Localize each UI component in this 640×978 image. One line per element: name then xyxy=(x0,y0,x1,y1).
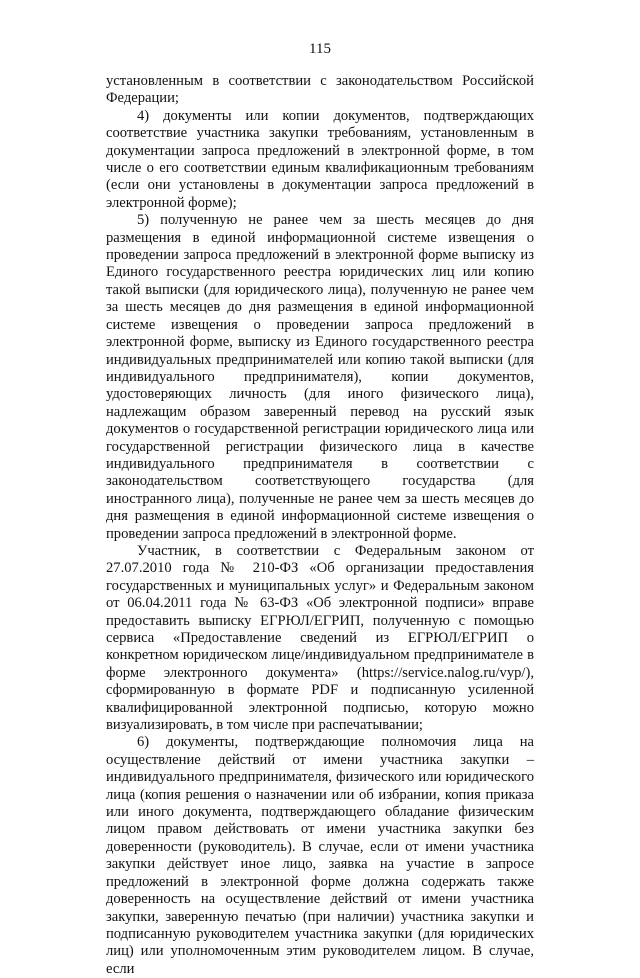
paragraph-item-4: 4) документы или копии документов, подтверждающих соответствие участника закупки требованиям, установленным в документации запроса предложений в электронной форме, в том числе о его соответствии единым квалификационным требованиям (если они установлены в документации запроса предложений в электронной форме); xyxy=(106,107,534,211)
paragraph-item-5: 5) полученную не ранее чем за шесть месяцев до дня размещения в единой информационной системе извещения о проведении запроса предложений в электронной форме выписку из Единого государственного реестра юридических лиц или копию такой выписки (для юридического лица), полученную не ранее чем за шесть месяцев до дня размещения в единой информационной системе извещения о проведении запроса предложений в электронной форме, выписку из Единого государственного реестра индивидуальных предпринимателей или копию такой выписки (для индивидуального предпринимателя), копии документов, удостоверяющих личность (для иного физического лица), надлежащим образом заверенный перевод на русский язык документов о государственной регистрации юридического лица или государственной регистрации физического лица в качестве индивидуального предпринимателя в соответствии с законодательством соответствующего государства (для иностранного лица), полученные не ранее чем за шесть месяцев до дня размещения в единой информационной системе извещения о проведении запроса предложений в электронной форме. xyxy=(106,212,534,542)
paragraph-item-6: 6) документы, подтверждающие полномочия лица на осуществление действий от имени участника закупки – индивидуального предпринимателя, физического или юридического лица (копия решения о назначении или об избрании, копия приказа или иного документа, подтверждающего обладание физическим лицом правом действовать от имени участника закупки без доверенности (руководитель). В случае, если от имени участника закупки действует иное лицо, заявка на участие в запросе предложений в электронной форме должна содержать также доверенность на осуществление действий от имени участника закупки, заверенную печатью (при наличии) участника закупки и подписанную руководителем участника закупки (для юридических лиц) или уполномоченным этим руководителем лицом. В случае, если xyxy=(106,734,534,977)
paragraph-continuation: установленным в соответствии с законодательством Российской Федерации; xyxy=(106,73,534,107)
paragraph-participant-note: Участник, в соответствии с Федеральным законом от 27.07.2010 года № 210-ФЗ «Об организации предоставления государственных и муниципальных услуг» и Федеральным законом от 06.04.2011 года № 63-ФЗ «Об электронной подписи» вправе предоставить выписку ЕГРЮЛ/ЕГРИП, полученную с помощью сервиса «Предоставление сведений из ЕГРЮЛ/ЕГРИП о конкретном юридическом лице/индивидуальном предпринимателе в форме электронного документа» (https://service.nalog.ru/vyp/), сформированную в формате PDF и подписанную усиленной квалифицированной электронной подписью, которую можно визуализировать, в том числе при распечатывании; xyxy=(106,542,534,734)
document-body xyxy=(106,73,534,978)
page-number: 115 xyxy=(309,41,331,57)
